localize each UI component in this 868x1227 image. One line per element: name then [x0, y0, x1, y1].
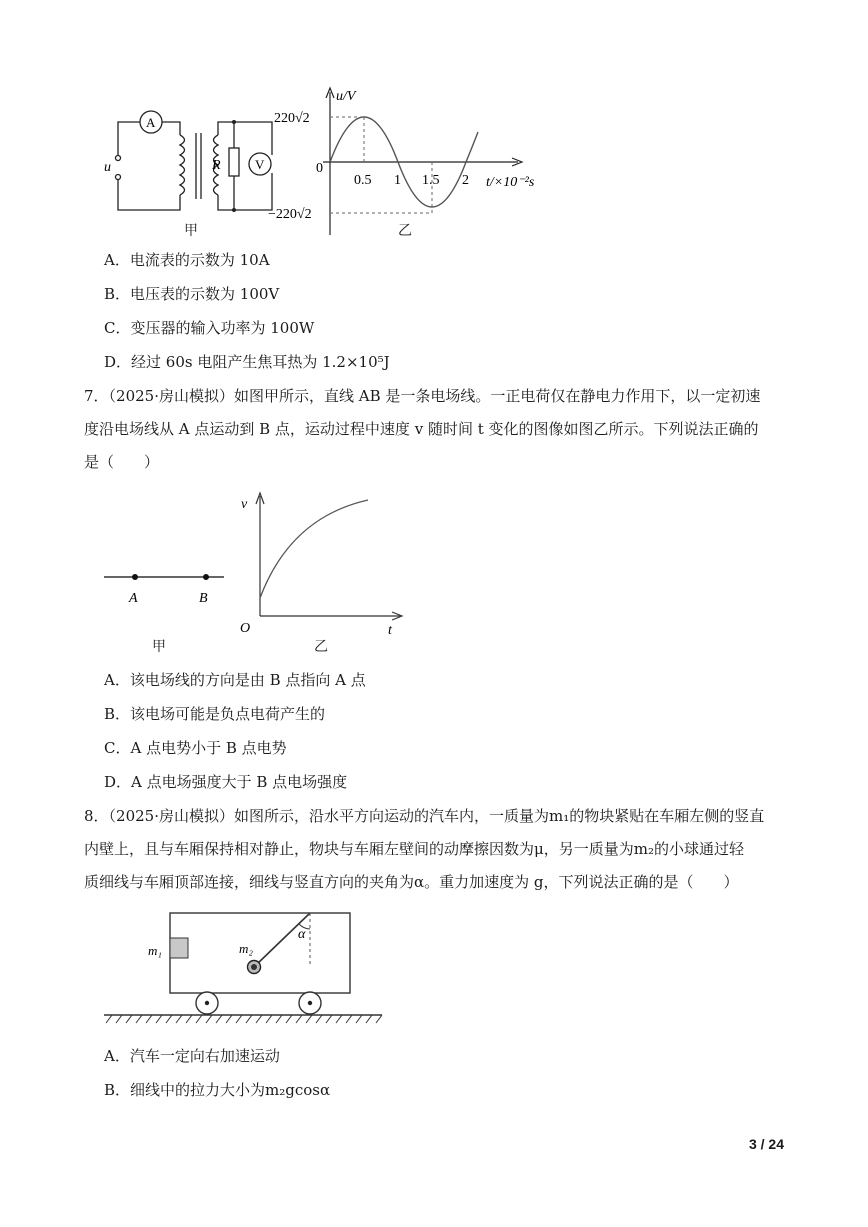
y-min-label: −220√2 — [268, 207, 312, 222]
q8-stem — [84, 800, 784, 899]
x-tick-2: 2 — [462, 173, 469, 188]
vt-curve — [260, 500, 368, 598]
m2-label: m₂ — [239, 941, 253, 956]
origin-label: O — [240, 621, 251, 636]
q7-stem-line-3: 是（ ） — [84, 453, 160, 471]
page-number: 3 / 24 — [748, 1136, 784, 1152]
q6-fig-jia-label: 甲 — [184, 223, 198, 239]
q8-stem-line-1: 8．（2025·房山模拟）如图所示，沿水平方向运动的汽车内，一质量为m₁的物块紧贴在车厢左侧的竖直 — [84, 807, 765, 825]
y-axis-label: u/V — [336, 89, 356, 104]
q8-car-figure — [100, 905, 390, 1030]
q6-option-c[interactable]: C．变压器的输入功率为 100W — [104, 319, 315, 337]
x-tick-0-5: 0.5 — [354, 173, 372, 188]
resistor-label: R — [212, 158, 221, 173]
q8-option-a[interactable]: A．汽车一定向右加速运动 — [104, 1047, 280, 1065]
q8-stem-line-2: 内壁上，且与车厢保持相对静止，物块与车厢左壁间的动摩擦因数为μ，另一质量为m₂的小球通过轻 — [84, 840, 744, 858]
q6-sine-graph — [268, 80, 558, 240]
q7-stem-line-1: 7．（2025·房山模拟）如图甲所示，直线 AB 是一条电场线。一正电荷仅在静电力作用下，以一定初速 — [84, 387, 761, 405]
block-m1 — [170, 938, 188, 958]
x-axis-label: t/×10⁻²s — [486, 175, 535, 190]
point-a-dot — [132, 574, 138, 580]
q7-option-c[interactable]: C．A 点电势小于 B 点电势 — [104, 739, 287, 757]
alpha-label: α — [298, 927, 306, 942]
x-tick-1-5: 1.5 — [422, 173, 440, 188]
q8-stem-line-3: 质细线与车厢顶部连接，细线与竖直方向的夹角为α。重力加速度为 g，下列说法正确的是（ ） — [84, 873, 739, 891]
q6-fig-yi-label: 乙 — [398, 223, 412, 239]
ammeter-symbol: A — [146, 115, 156, 130]
m1-label: m₁ — [148, 943, 162, 958]
q7-option-a[interactable]: A．该电场线的方向是由 B 点指向 A 点 — [104, 671, 366, 689]
t-axis-label: t — [388, 623, 392, 638]
q6-option-d[interactable]: D．经过 60s 电阻产生焦耳热为 1.2×10⁵J — [104, 353, 390, 371]
q6-option-a[interactable]: A．电流表的示数为 10A — [104, 251, 270, 269]
q7-stem — [84, 380, 784, 479]
q7-stem-line-2: 度沿电场线从 A 点运动到 B 点，运动过程中速度 v 随时间 t 变化的图像如图乙所示。下列说法正确的 — [84, 420, 759, 438]
v-axis-label: v — [241, 497, 248, 512]
point-b-label: B — [199, 591, 208, 606]
q7-fig-jia-label: 甲 — [152, 639, 166, 655]
point-a-label: A — [129, 591, 138, 606]
source-label: u — [104, 160, 111, 175]
q7-option-b[interactable]: B．该电场可能是负点电荷产生的 — [104, 705, 326, 723]
q6-circuit-figure — [100, 95, 290, 240]
q7-fig-yi-label: 乙 — [314, 639, 328, 655]
origin-label: 0 — [316, 161, 323, 176]
q7-figure — [100, 490, 410, 655]
q7-option-d[interactable]: D．A 点电场强度大于 B 点电场强度 — [104, 773, 348, 791]
x-tick-1: 1 — [394, 173, 401, 188]
q8-option-b[interactable]: B．细线中的拉力大小为m₂gcosα — [104, 1081, 331, 1099]
voltmeter-symbol: V — [255, 157, 265, 172]
y-max-label: 220√2 — [274, 111, 310, 126]
point-b-dot — [203, 574, 209, 580]
q6-option-b[interactable]: B．电压表的示数为 100V — [104, 285, 280, 303]
car-body — [170, 913, 350, 993]
